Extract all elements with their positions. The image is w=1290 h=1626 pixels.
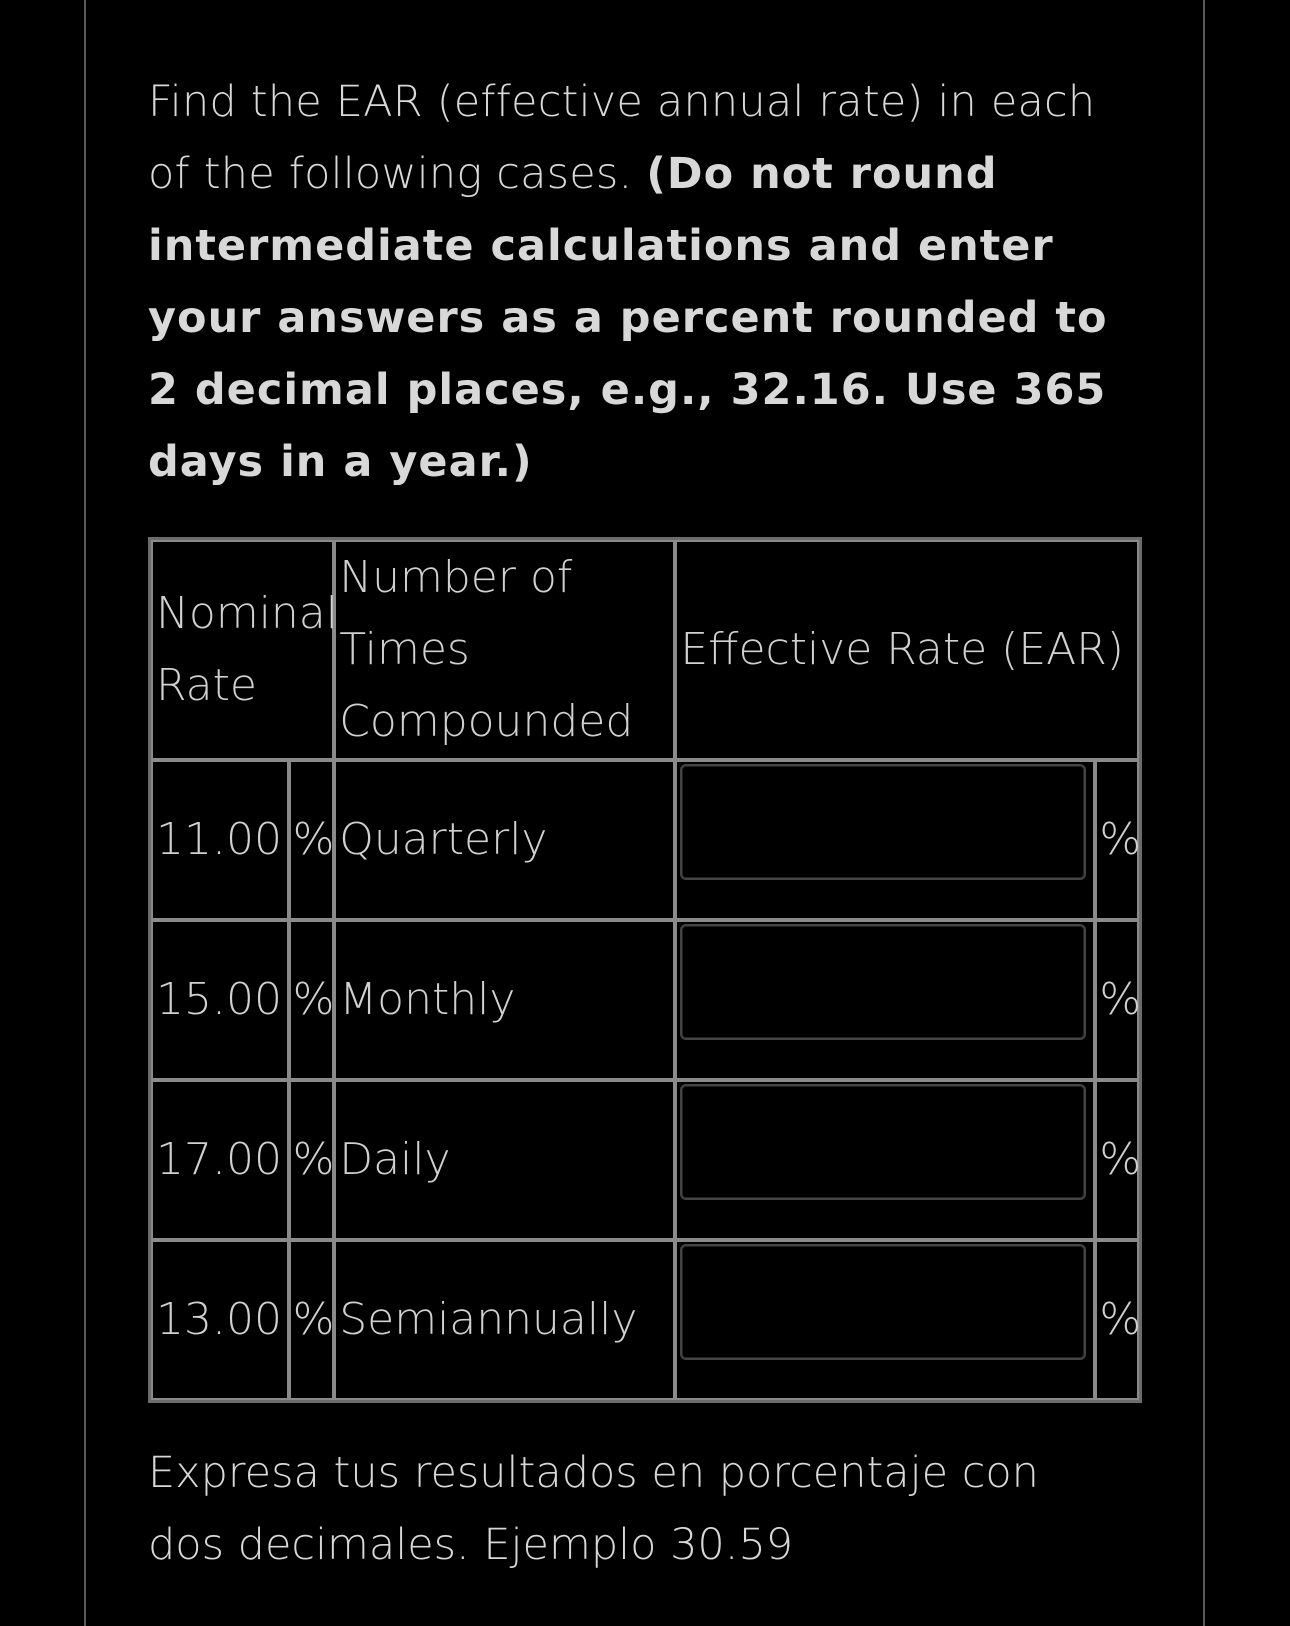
question-instruction: (Do not round intermediate calculations and enter your answers as a percent rounded to 2 decimal places, e.g., 32.16. Use 365 days in a year.) <box>148 149 1108 487</box>
table-row <box>151 1240 1139 1400</box>
ear-unit: % <box>1095 920 1139 1080</box>
compounding-frequency: Daily <box>334 1080 675 1240</box>
header-effective-rate: Effective Rate (EAR) <box>675 540 1139 760</box>
ear-unit: % <box>1095 1080 1139 1240</box>
question-intro: Find the EAR (effective annual rate) in each of the following cases. <box>148 77 1096 199</box>
ear-table <box>148 537 1142 1403</box>
ear-unit: % <box>1095 1240 1139 1400</box>
table-row <box>151 920 1139 1080</box>
ear-input-monthly[interactable] <box>680 924 1086 1040</box>
ear-unit: % <box>1095 760 1139 920</box>
nominal-rate-unit: % <box>289 1080 335 1240</box>
ear-input-quarterly[interactable] <box>680 764 1086 880</box>
nominal-rate-value: 11.00 <box>151 760 289 920</box>
header-times-compounded: Number of Times Compounded <box>334 540 675 760</box>
nominal-rate-value: 17.00 <box>151 1080 289 1240</box>
nominal-rate-value: 13.00 <box>151 1240 289 1400</box>
compounding-frequency: Quarterly <box>334 760 675 920</box>
compounding-frequency: Monthly <box>334 920 675 1080</box>
ear-input-cell <box>675 1240 1095 1400</box>
footer-note: Expresa tus resultados en porcentaje con dos decimales. Ejemplo 30.59 <box>148 1448 1039 1570</box>
nominal-rate-unit: % <box>289 920 335 1080</box>
ear-input-daily[interactable] <box>680 1084 1086 1200</box>
ear-input-cell <box>675 1080 1095 1240</box>
nominal-rate-unit: % <box>289 760 335 920</box>
table-header-row <box>151 540 1139 760</box>
nominal-rate-unit: % <box>289 1240 335 1400</box>
right-frame-border <box>1203 0 1205 1626</box>
header-nominal-rate: Nominal Rate <box>151 540 334 760</box>
ear-input-semiannually[interactable] <box>680 1244 1086 1360</box>
table-row <box>151 760 1139 920</box>
table-row <box>151 1080 1139 1240</box>
ear-input-cell <box>675 920 1095 1080</box>
compounding-frequency: Semiannually <box>334 1240 675 1400</box>
left-frame-border <box>84 0 86 1626</box>
ear-input-cell <box>675 760 1095 920</box>
nominal-rate-value: 15.00 <box>151 920 289 1080</box>
question-text <box>148 66 1128 498</box>
